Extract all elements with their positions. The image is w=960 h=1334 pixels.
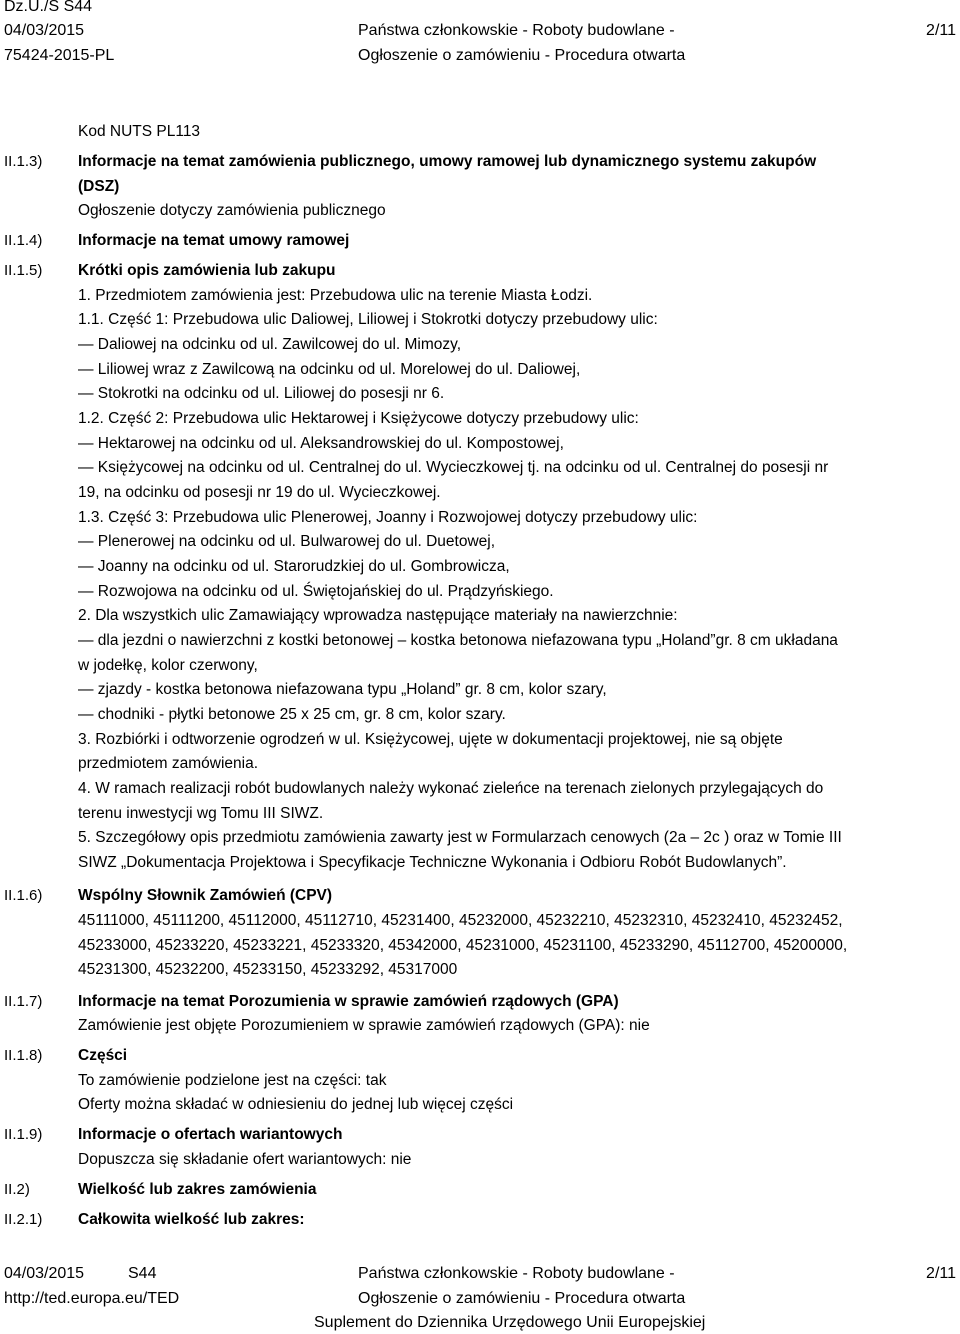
section-label-ii-1-4: II.1.4) (4, 232, 43, 249)
header-date: 04/03/2015 (4, 22, 85, 39)
header-title-line1: Państwa członkowskie - Roboty budowlane - (358, 22, 675, 39)
section-value-ii-1-8-line1: To zamówienie podzielone jest na części: tak (78, 1072, 387, 1089)
nuts-code: Kod NUTS PL113 (78, 123, 201, 140)
notice-number: 75424-2015-PL (4, 47, 115, 64)
footer-page-number: 2/11 (926, 1265, 956, 1282)
description-line: w jodełkę, kolor czerwony, (78, 657, 258, 674)
description-line: — Rozwojowa na odcinku od ul. Świętojańskiej do ul. Prądzyńskiego. (78, 583, 554, 600)
cpv-codes-line: 45111000, 45111200, 45112000, 45112710, 45231400, 45232000, 45232210, 45232310, 45232410, 45232452, (78, 912, 843, 929)
description-line: — Hektarowej na odcinku od ul. Aleksandrowskiej do ul. Kompostowej, (78, 435, 564, 452)
footer-title-line1: Państwa członkowskie - Roboty budowlane - (358, 1265, 675, 1282)
description-line: 1. Przedmiotem zamówienia jest: Przebudowa ulic na terenie Miasta Łodzi. (78, 287, 593, 304)
description-line: przedmiotem zamówienia. (78, 755, 259, 772)
footer-title-line2: Ogłoszenie o zamówieniu - Procedura otwarta (358, 1290, 686, 1307)
description-line: — Liliowej wraz z Zawilcową na odcinku od ul. Morelowej do ul. Daliowej, (78, 361, 581, 378)
description-line: 4. W ramach realizacji robót budowlanych należy wykonać zieleńce na terenach zielonych przylegających do (78, 780, 824, 797)
header-page-number: 2/11 (926, 22, 956, 39)
description-line: — dla jezdni o nawierzchni z kostki betonowej – kostka betonowa niefazowana typu „Holand”gr. 8 cm układana (78, 632, 838, 649)
section-title-ii-1-9: Informacje o ofertach wariantowych (78, 1126, 343, 1143)
section-label-ii-1-5: II.1.5) (4, 262, 43, 279)
section-label-ii-1-9: II.1.9) (4, 1126, 43, 1143)
section-label-ii-1-6: II.1.6) (4, 887, 43, 904)
description-line: 3. Rozbiórki i odtworzenie ogrodzeń w ul. Księżycowej, ujęte w dokumentacji projektowej, nie są objęte (78, 731, 783, 748)
description-line: — chodniki - płytki betonowe 25 x 25 cm, gr. 8 cm, kolor szary. (78, 706, 506, 723)
section-value-ii-1-9: Dopuszcza się składanie ofert wariantowych: nie (78, 1151, 412, 1168)
description-line: 1.2. Część 2: Przebudowa ulic Hektarowej i Księżycowe dotyczy przebudowy ulic: (78, 410, 639, 427)
section-value-ii-1-7: Zamówienie jest objęte Porozumieniem w sprawie zamówień rządowych (GPA): nie (78, 1017, 650, 1034)
description-line: — zjazdy - kostka betonowa niefazowana typu „Holand” gr. 8 cm, kolor szary, (78, 681, 607, 698)
description-line: SIWZ „Dokumentacja Projektowa i Specyfikacje Techniczne Wykonania i Odbioru Robót Budowlanych”. (78, 854, 787, 871)
description-line: 5. Szczegółowy opis przedmiotu zamówienia zawarty jest w Formularzach cenowych (2a – 2c ) oraz w Tomie III (78, 829, 842, 846)
section-title-ii-2-1: Całkowita wielkość lub zakres: (78, 1211, 305, 1228)
description-line: — Daliowej na odcinku od ul. Zawilcowej do ul. Mimozy, (78, 336, 462, 353)
description-line: 1.1. Część 1: Przebudowa ulic Daliowej, Liliowej i Stokrotki dotyczy przebudowy ulic: (78, 311, 658, 328)
section-title-ii-1-7: Informacje na temat Porozumienia w sprawie zamówień rządowych (GPA) (78, 993, 619, 1010)
section-label-ii-2: II.2) (4, 1181, 30, 1198)
section-label-ii-1-8: II.1.8) (4, 1047, 43, 1064)
section-title-ii-2: Wielkość lub zakres zamówienia (78, 1181, 317, 1198)
footer-issue: S44 (128, 1265, 157, 1282)
description-line: terenu inwestycji wg Tomu III SIWZ. (78, 805, 324, 822)
section-value-ii-1-3: Ogłoszenie dotyczy zamówienia publicznego (78, 202, 386, 219)
description-line: — Stokrotki na odcinku od ul. Liliowej do posesji nr 6. (78, 385, 445, 402)
footer-supplement-title: Suplement do Dziennika Urzędowego Unii Europejskiej (314, 1314, 706, 1331)
section-title-ii-1-6: Wspólny Słownik Zamówień (CPV) (78, 887, 333, 904)
section-title-ii-1-3-line1: Informacje na temat zamówienia publicznego, umowy ramowej lub dynamicznego systemu zakupów (78, 153, 817, 170)
footer-date: 04/03/2015 (4, 1265, 85, 1282)
section-title-ii-1-8: Części (78, 1047, 128, 1064)
cpv-codes-line: 45233000, 45233220, 45233221, 45233320, 45342000, 45231000, 45231100, 45233290, 45112700, 45200000, (78, 937, 848, 954)
section-title-ii-1-4: Informacje na temat umowy ramowej (78, 232, 350, 249)
ted-link[interactable]: http://ted.europa.eu/TED (4, 1290, 180, 1307)
section-label-ii-1-7: II.1.7) (4, 993, 43, 1010)
description-line: — Księżycowej na odcinku od ul. Centralnej do ul. Wycieczkowej tj. na odcinku od ul. Centralnej do posesji nr (78, 459, 829, 476)
description-line: — Joanny na odcinku od ul. Starorudzkiej do ul. Gombrowicza, (78, 558, 510, 575)
section-title-ii-1-3-line2: (DSZ) (78, 178, 120, 195)
cpv-codes-line: 45231300, 45232200, 45233150, 45233292, 45317000 (78, 961, 458, 978)
description-line: 2. Dla wszystkich ulic Zamawiający wprowadza następujące materiały na nawierzchnie: (78, 607, 678, 624)
description-line: — Plenerowej na odcinku od ul. Bulwarowej do ul. Duetowej, (78, 533, 496, 550)
section-label-ii-1-3: II.1.3) (4, 153, 43, 170)
journal-ref: Dz.U./S S44 (4, 0, 93, 15)
section-label-ii-2-1: II.2.1) (4, 1211, 43, 1228)
section-title-ii-1-5: Krótki opis zamówienia lub zakupu (78, 262, 336, 279)
description-line: 1.3. Część 3: Przebudowa ulic Plenerowej, Joanny i Rozwojowej dotyczy przebudowy ulic: (78, 509, 698, 526)
header-title-line2: Ogłoszenie o zamówieniu - Procedura otwarta (358, 47, 686, 64)
section-value-ii-1-8-line2: Oferty można składać w odniesieniu do jednej lub więcej części (78, 1096, 514, 1113)
description-line: 19, na odcinku od posesji nr 19 do ul. Wycieczkowej. (78, 484, 441, 501)
